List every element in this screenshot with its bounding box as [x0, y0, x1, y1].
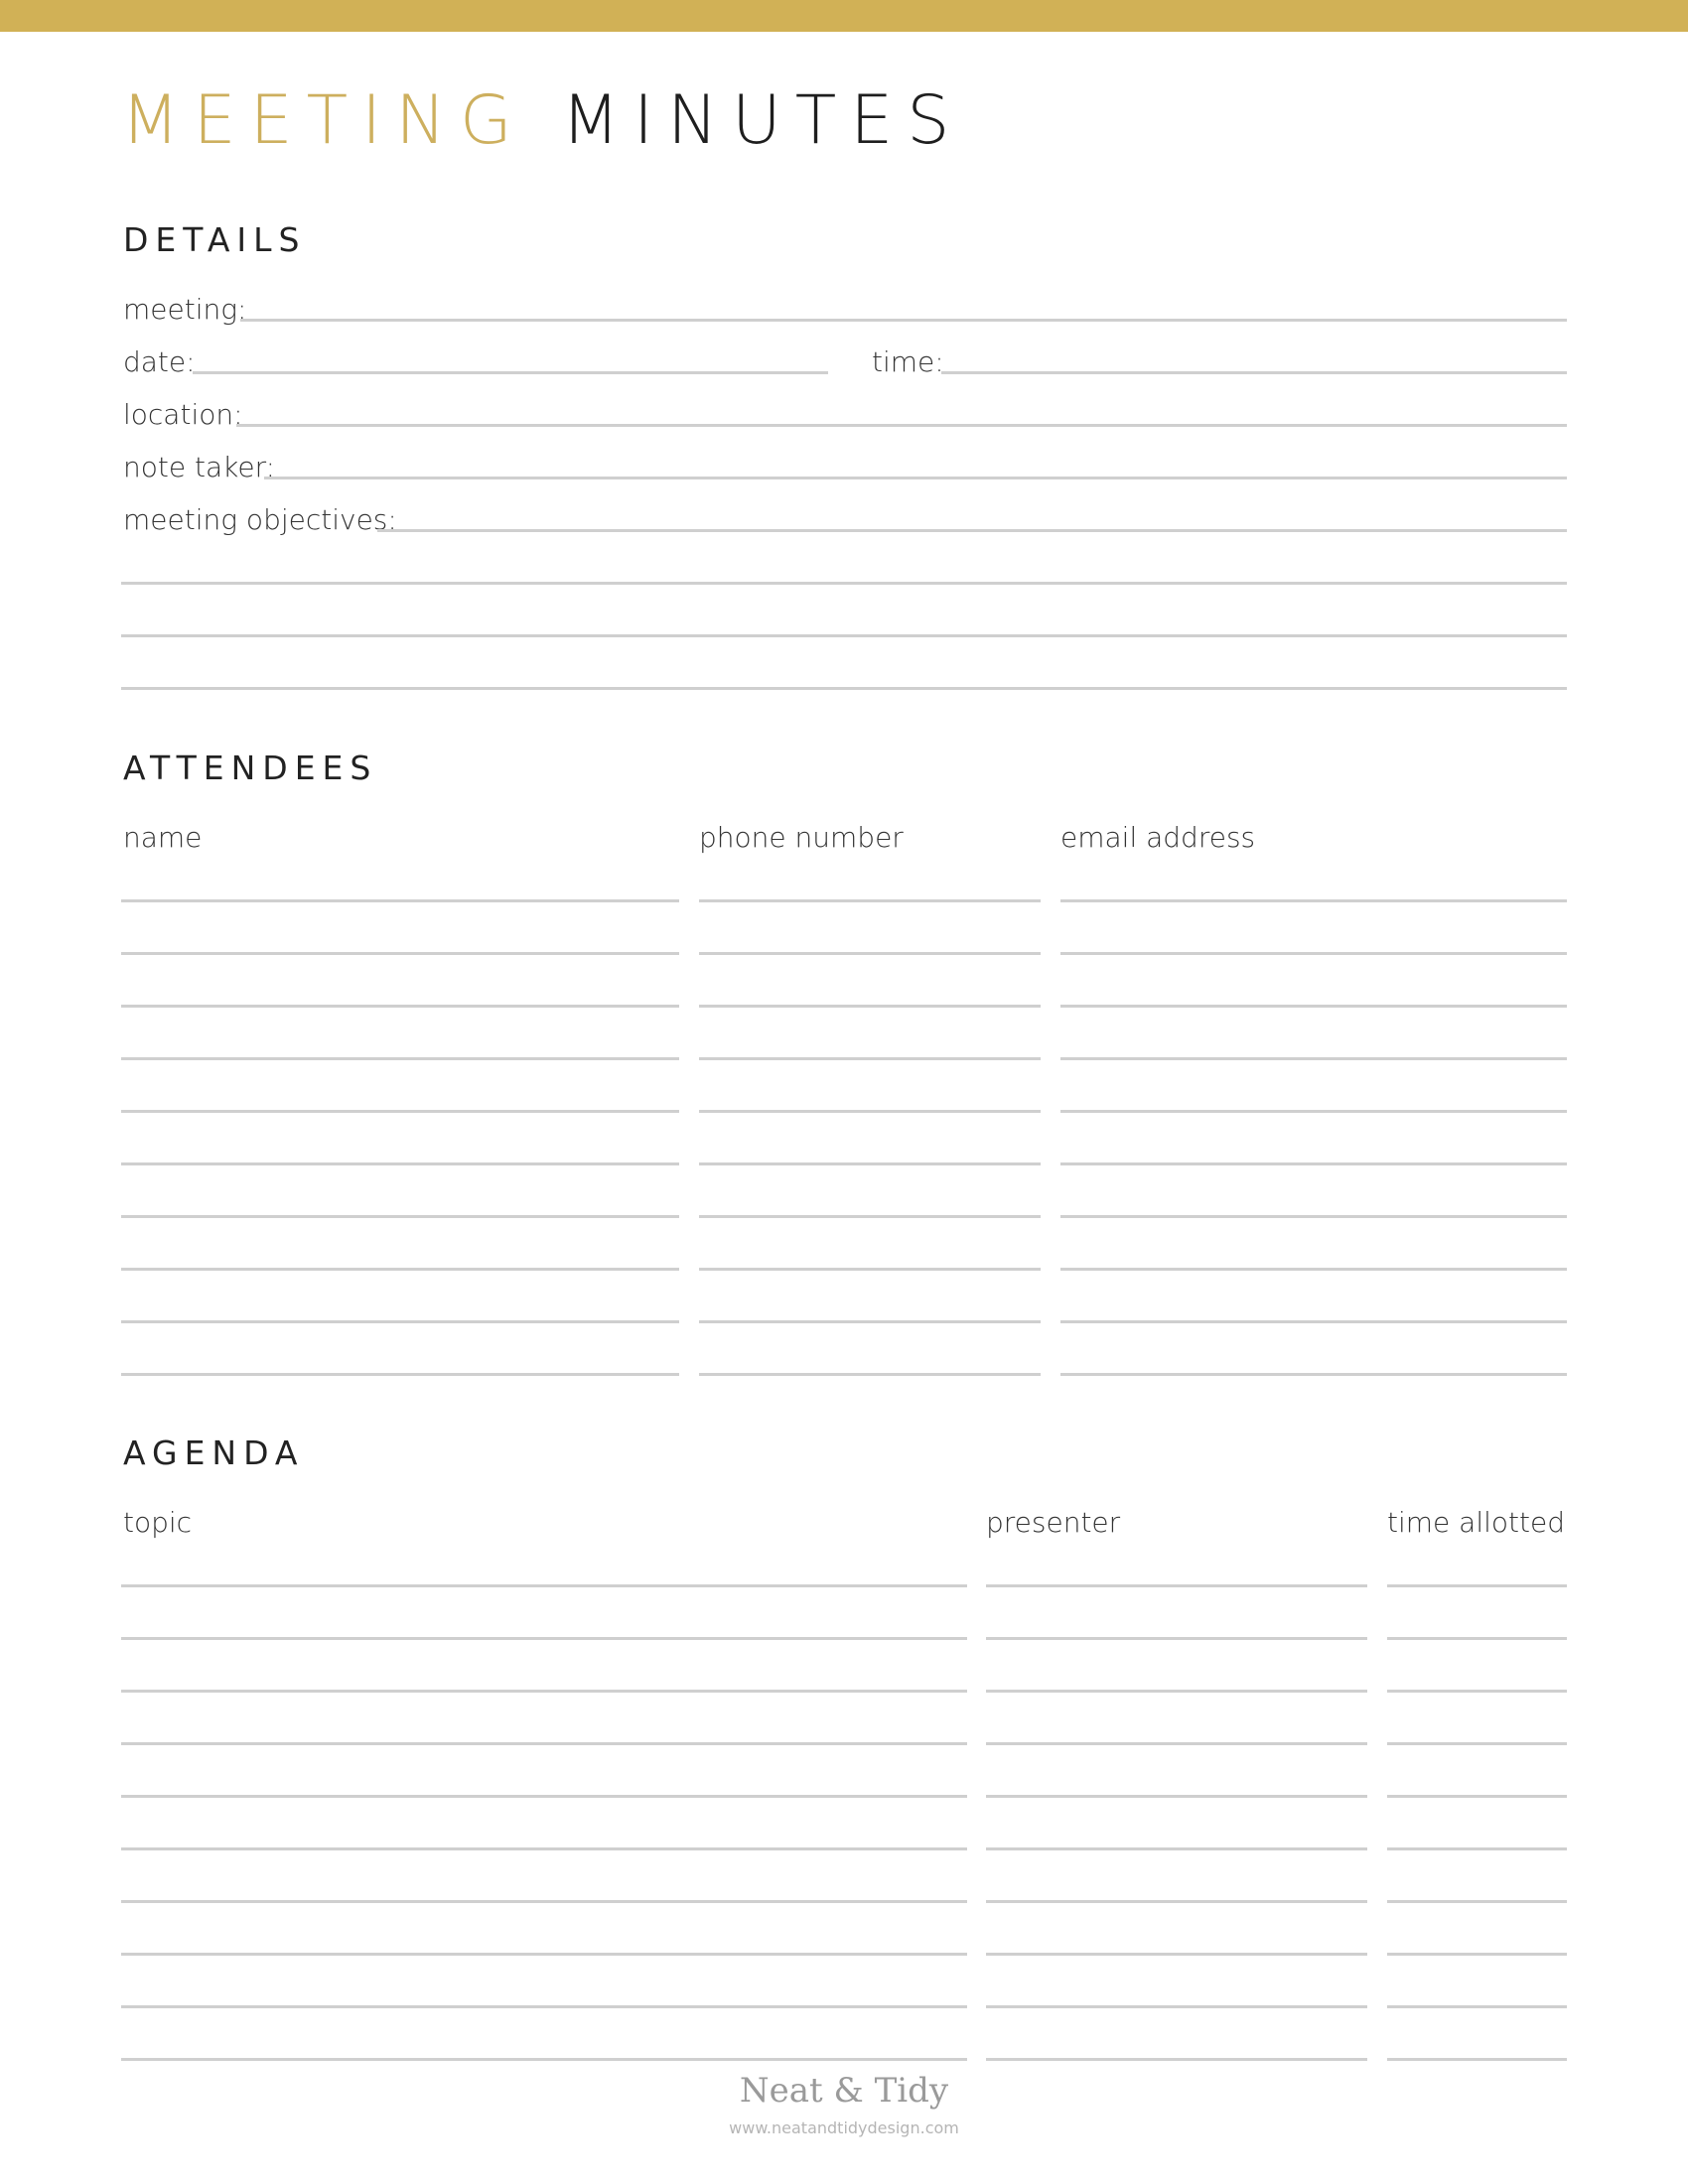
- agenda-cell-line[interactable]: [1387, 1742, 1567, 1745]
- attendee-cell-line[interactable]: [1060, 1320, 1567, 1323]
- attendee-cell-line[interactable]: [699, 1320, 1041, 1323]
- objectives-field[interactable]: [377, 529, 1567, 532]
- agenda-cell-line[interactable]: [1387, 1953, 1567, 1956]
- time-label: time:: [872, 345, 944, 378]
- agenda-cell-line[interactable]: [986, 1953, 1367, 1956]
- agenda-col-presenter: presenter: [986, 1506, 1121, 1539]
- agenda-cell-line[interactable]: [121, 1795, 967, 1798]
- note-taker-label: note taker:: [123, 451, 276, 483]
- time-field[interactable]: [941, 371, 1567, 374]
- agenda-cell-line[interactable]: [986, 1690, 1367, 1693]
- agenda-cell-line[interactable]: [121, 1847, 967, 1850]
- details-heading: DETAILS: [123, 220, 307, 259]
- agenda-cell-line[interactable]: [121, 1584, 967, 1587]
- attendee-cell-line[interactable]: [121, 1110, 679, 1113]
- objectives-line[interactable]: [121, 687, 1567, 690]
- agenda-cell-line[interactable]: [1387, 1847, 1567, 1850]
- agenda-cell-line[interactable]: [121, 2058, 967, 2061]
- top-accent-bar: [0, 0, 1688, 32]
- location-field[interactable]: [236, 424, 1567, 427]
- footer-url: www.neatandtidydesign.com: [729, 2118, 959, 2137]
- footer-brand-logo: Neat & Tidy: [739, 2071, 949, 2111]
- attendee-cell-line[interactable]: [699, 1110, 1041, 1113]
- agenda-cell-line[interactable]: [1387, 1795, 1567, 1798]
- attendee-cell-line[interactable]: [121, 1215, 679, 1218]
- agenda-cell-line[interactable]: [121, 1690, 967, 1693]
- attendee-cell-line[interactable]: [1060, 1005, 1567, 1008]
- attendee-cell-line[interactable]: [1060, 1268, 1567, 1271]
- agenda-cell-line[interactable]: [986, 1584, 1367, 1587]
- attendee-cell-line[interactable]: [1060, 1110, 1567, 1113]
- agenda-cell-line[interactable]: [986, 2005, 1367, 2008]
- attendee-cell-line[interactable]: [121, 952, 679, 955]
- agenda-col-time: time allotted: [1387, 1506, 1565, 1539]
- attendees-col-email: email address: [1060, 821, 1256, 854]
- agenda-cell-line[interactable]: [1387, 1584, 1567, 1587]
- agenda-cell-line[interactable]: [121, 2005, 967, 2008]
- agenda-cell-line[interactable]: [986, 2058, 1367, 2061]
- attendee-cell-line[interactable]: [699, 952, 1041, 955]
- attendees-heading: ATTENDEES: [123, 749, 378, 787]
- agenda-col-topic: topic: [123, 1506, 193, 1539]
- attendee-cell-line[interactable]: [1060, 1373, 1567, 1376]
- title-accent: MEETING: [121, 81, 526, 160]
- attendee-cell-line[interactable]: [121, 1057, 679, 1060]
- attendee-cell-line[interactable]: [121, 1320, 679, 1323]
- date-field[interactable]: [193, 371, 828, 374]
- attendee-cell-line[interactable]: [699, 1215, 1041, 1218]
- attendee-cell-line[interactable]: [121, 1268, 679, 1271]
- agenda-cell-line[interactable]: [1387, 1900, 1567, 1903]
- agenda-cell-line[interactable]: [1387, 2005, 1567, 2008]
- agenda-cell-line[interactable]: [121, 1742, 967, 1745]
- attendee-cell-line[interactable]: [699, 1373, 1041, 1376]
- agenda-cell-line[interactable]: [1387, 1690, 1567, 1693]
- meeting-field[interactable]: [240, 319, 1567, 322]
- agenda-cell-line[interactable]: [986, 1900, 1367, 1903]
- agenda-cell-line[interactable]: [986, 1795, 1367, 1798]
- objectives-line[interactable]: [121, 582, 1567, 585]
- attendee-cell-line[interactable]: [121, 899, 679, 902]
- date-label: date:: [123, 345, 196, 378]
- note-taker-field[interactable]: [264, 477, 1567, 479]
- agenda-cell-line[interactable]: [1387, 1637, 1567, 1640]
- attendee-cell-line[interactable]: [1060, 899, 1567, 902]
- attendee-cell-line[interactable]: [699, 1268, 1041, 1271]
- page-title: [121, 81, 963, 160]
- agenda-cell-line[interactable]: [986, 1847, 1367, 1850]
- agenda-cell-line[interactable]: [121, 1900, 967, 1903]
- agenda-cell-line[interactable]: [986, 1742, 1367, 1745]
- attendee-cell-line[interactable]: [699, 1005, 1041, 1008]
- attendee-cell-line[interactable]: [121, 1373, 679, 1376]
- location-label: location:: [123, 398, 243, 431]
- objectives-label: meeting objectives:: [123, 503, 397, 536]
- attendees-col-name: name: [123, 821, 203, 854]
- agenda-cell-line[interactable]: [986, 1637, 1367, 1640]
- attendee-cell-line[interactable]: [1060, 1162, 1567, 1165]
- attendee-cell-line[interactable]: [1060, 1057, 1567, 1060]
- attendee-cell-line[interactable]: [699, 1057, 1041, 1060]
- agenda-cell-line[interactable]: [121, 1953, 967, 1956]
- title-main: MINUTES: [561, 81, 964, 160]
- attendee-cell-line[interactable]: [121, 1005, 679, 1008]
- meeting-label: meeting:: [123, 293, 247, 326]
- attendee-cell-line[interactable]: [699, 1162, 1041, 1165]
- agenda-cell-line[interactable]: [121, 1637, 967, 1640]
- attendee-cell-line[interactable]: [699, 899, 1041, 902]
- agenda-cell-line[interactable]: [1387, 2058, 1567, 2061]
- attendees-col-phone: phone number: [699, 821, 904, 854]
- attendee-cell-line[interactable]: [1060, 952, 1567, 955]
- agenda-heading: AGENDA: [123, 1433, 305, 1472]
- attendee-cell-line[interactable]: [121, 1162, 679, 1165]
- attendee-cell-line[interactable]: [1060, 1215, 1567, 1218]
- objectives-line[interactable]: [121, 634, 1567, 637]
